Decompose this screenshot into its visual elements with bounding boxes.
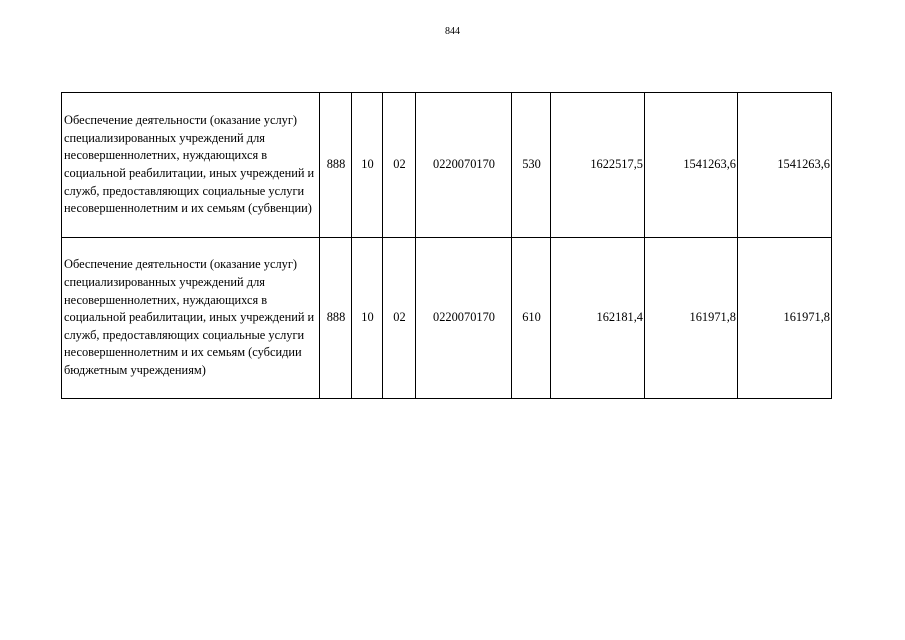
amount-3: 1541263,6 — [738, 93, 832, 238]
amount-2: 161971,8 — [645, 238, 738, 399]
amount-1: 162181,4 — [551, 238, 645, 399]
target-article-code: 0220070170 — [416, 238, 512, 399]
subsection-code: 02 — [383, 93, 416, 238]
row-description: Обеспечение деятельности (оказание услуг) специализированных учреждений для несовершеннолетних, нуждающихся в социальной реабилитации, иных учреждений и служб, предоставляющих социальные услуги несовершеннолетним и их семьям (субсидии бюджетным учреждениям) — [62, 238, 320, 399]
ministry-code: 888 — [320, 238, 352, 399]
ministry-code: 888 — [320, 93, 352, 238]
page-number: 844 — [445, 26, 460, 37]
amount-1: 1622517,5 — [551, 93, 645, 238]
table-row — [62, 238, 832, 399]
budget-table — [61, 92, 832, 399]
target-article-code: 0220070170 — [416, 93, 512, 238]
expense-type-code: 610 — [512, 238, 551, 399]
section-code: 10 — [352, 93, 383, 238]
section-code: 10 — [352, 238, 383, 399]
subsection-code: 02 — [383, 238, 416, 399]
expense-type-code: 530 — [512, 93, 551, 238]
table-row — [62, 93, 832, 238]
amount-2: 1541263,6 — [645, 93, 738, 238]
amount-3: 161971,8 — [738, 238, 832, 399]
row-description: Обеспечение деятельности (оказание услуг) специализированных учреждений для несовершеннолетних, нуждающихся в социальной реабилитации, иных учреждений и служб, предоставляющих социальные услуги несовершеннолетним и их семьям (субвенции) — [62, 93, 320, 238]
